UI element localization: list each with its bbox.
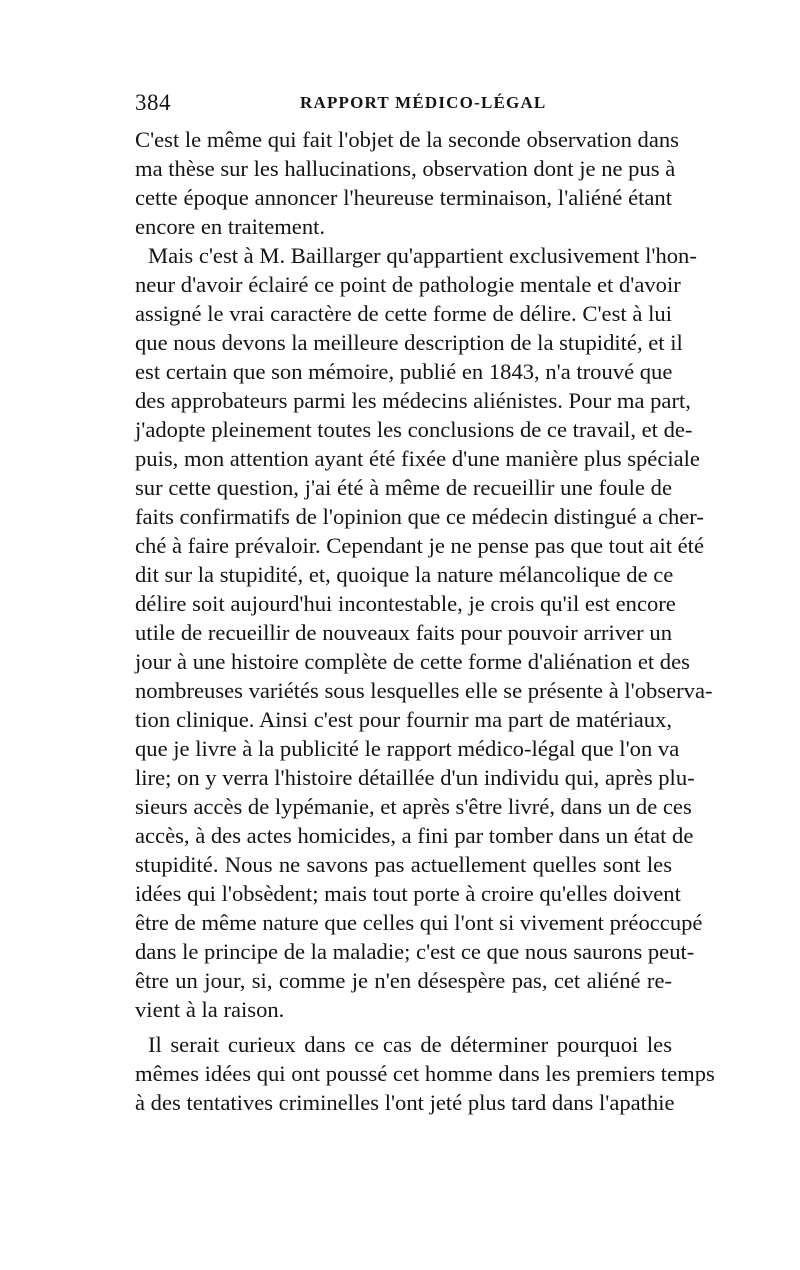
text-line: jour à une histoire complète de cette forme d'aliénation et des [135, 649, 690, 674]
text-line: Il serait curieux dans ce cas de déterminer pourquoi les [148, 1032, 672, 1057]
text-line: délire soit aujourd'hui incontestable, je crois qu'il est encore [135, 591, 676, 616]
text-line: sieurs accès de lypémanie, et après s'être livré, dans un de ces [135, 794, 692, 819]
text-line: être de même nature que celles qui l'ont si vivement préoccupé [135, 910, 703, 935]
text-line: lire; on y verra l'histoire détaillée d'un individu qui, après plu- [135, 765, 695, 790]
text-line: idées qui l'obsèdent; mais tout porte à croire qu'elles doivent [135, 881, 681, 906]
text-line: à des tentatives criminelles l'ont jeté plus tard dans l'apathie [135, 1090, 675, 1115]
text-line: ché à faire prévaloir. Cependant je ne pense pas que tout ait été [135, 533, 704, 558]
text-line: stupidité. Nous ne savons pas actuellement quelles sont les [135, 852, 672, 877]
text-line: faits confirmatifs de l'opinion que ce médecin distingué a cher- [135, 504, 704, 529]
text-line: Mais c'est à M. Baillarger qu'appartient exclusivement l'hon- [148, 243, 697, 268]
text-line: utile de recueillir de nouveaux faits pour pouvoir arriver un [135, 620, 672, 645]
text-line: des approbateurs parmi les médecins aliénistes. Pour ma part, [135, 388, 691, 413]
text-line: mêmes idées qui ont poussé cet homme dans les premiers temps [135, 1061, 715, 1086]
text-line: tion clinique. Ainsi c'est pour fournir ma part de matériaux, [135, 707, 672, 732]
running-title: RAPPORT MÉDICO-LÉGAL [300, 93, 547, 112]
text-line: ma thèse sur les hallucinations, observation dont je ne pus à [135, 156, 676, 181]
text-line: encore en traitement. [135, 214, 326, 239]
text-line: dans le principe de la maladie; c'est ce que nous saurons peut- [135, 939, 695, 964]
page-header [135, 90, 675, 120]
page-number: 384 [135, 90, 171, 115]
text-line: est certain que son mémoire, publié en 1843, n'a trouvé que [135, 359, 673, 384]
text-line: nombreuses variétés sous lesquelles elle se présente à l'observa- [135, 678, 713, 703]
text-line: assigné le vrai caractère de cette forme de délire. C'est à lui [135, 301, 672, 326]
text-line: vient à la raison. [135, 997, 285, 1022]
text-line: accès, à des actes homicides, a fini par tomber dans un état de [135, 823, 694, 848]
text-line: sur cette question, j'ai été à même de recueillir une foule de [135, 475, 672, 500]
text-line: que je livre à la publicité le rapport médico-légal que l'on va [135, 736, 680, 761]
text-line: dit sur la stupidité, et, quoique la nature mélancolique de ce [135, 562, 674, 587]
text-line: cette époque annoncer l'heureuse terminaison, l'aliéné étant [135, 185, 672, 210]
text-line: neur d'avoir éclairé ce point de pathologie mentale et d'avoir [135, 272, 681, 297]
text-line: j'adopte pleinement toutes les conclusions de ce travail, et de- [135, 417, 693, 442]
text-line: que nous devons la meilleure description de la stupidité, et il [135, 330, 683, 355]
text-line: être un jour, si, comme je n'en désespère pas, cet aliéné re- [135, 968, 672, 993]
text-line: C'est le même qui fait l'objet de la seconde observation dans [135, 127, 679, 152]
text-line: puis, mon attention ayant été fixée d'une manière plus spéciale [135, 446, 700, 471]
